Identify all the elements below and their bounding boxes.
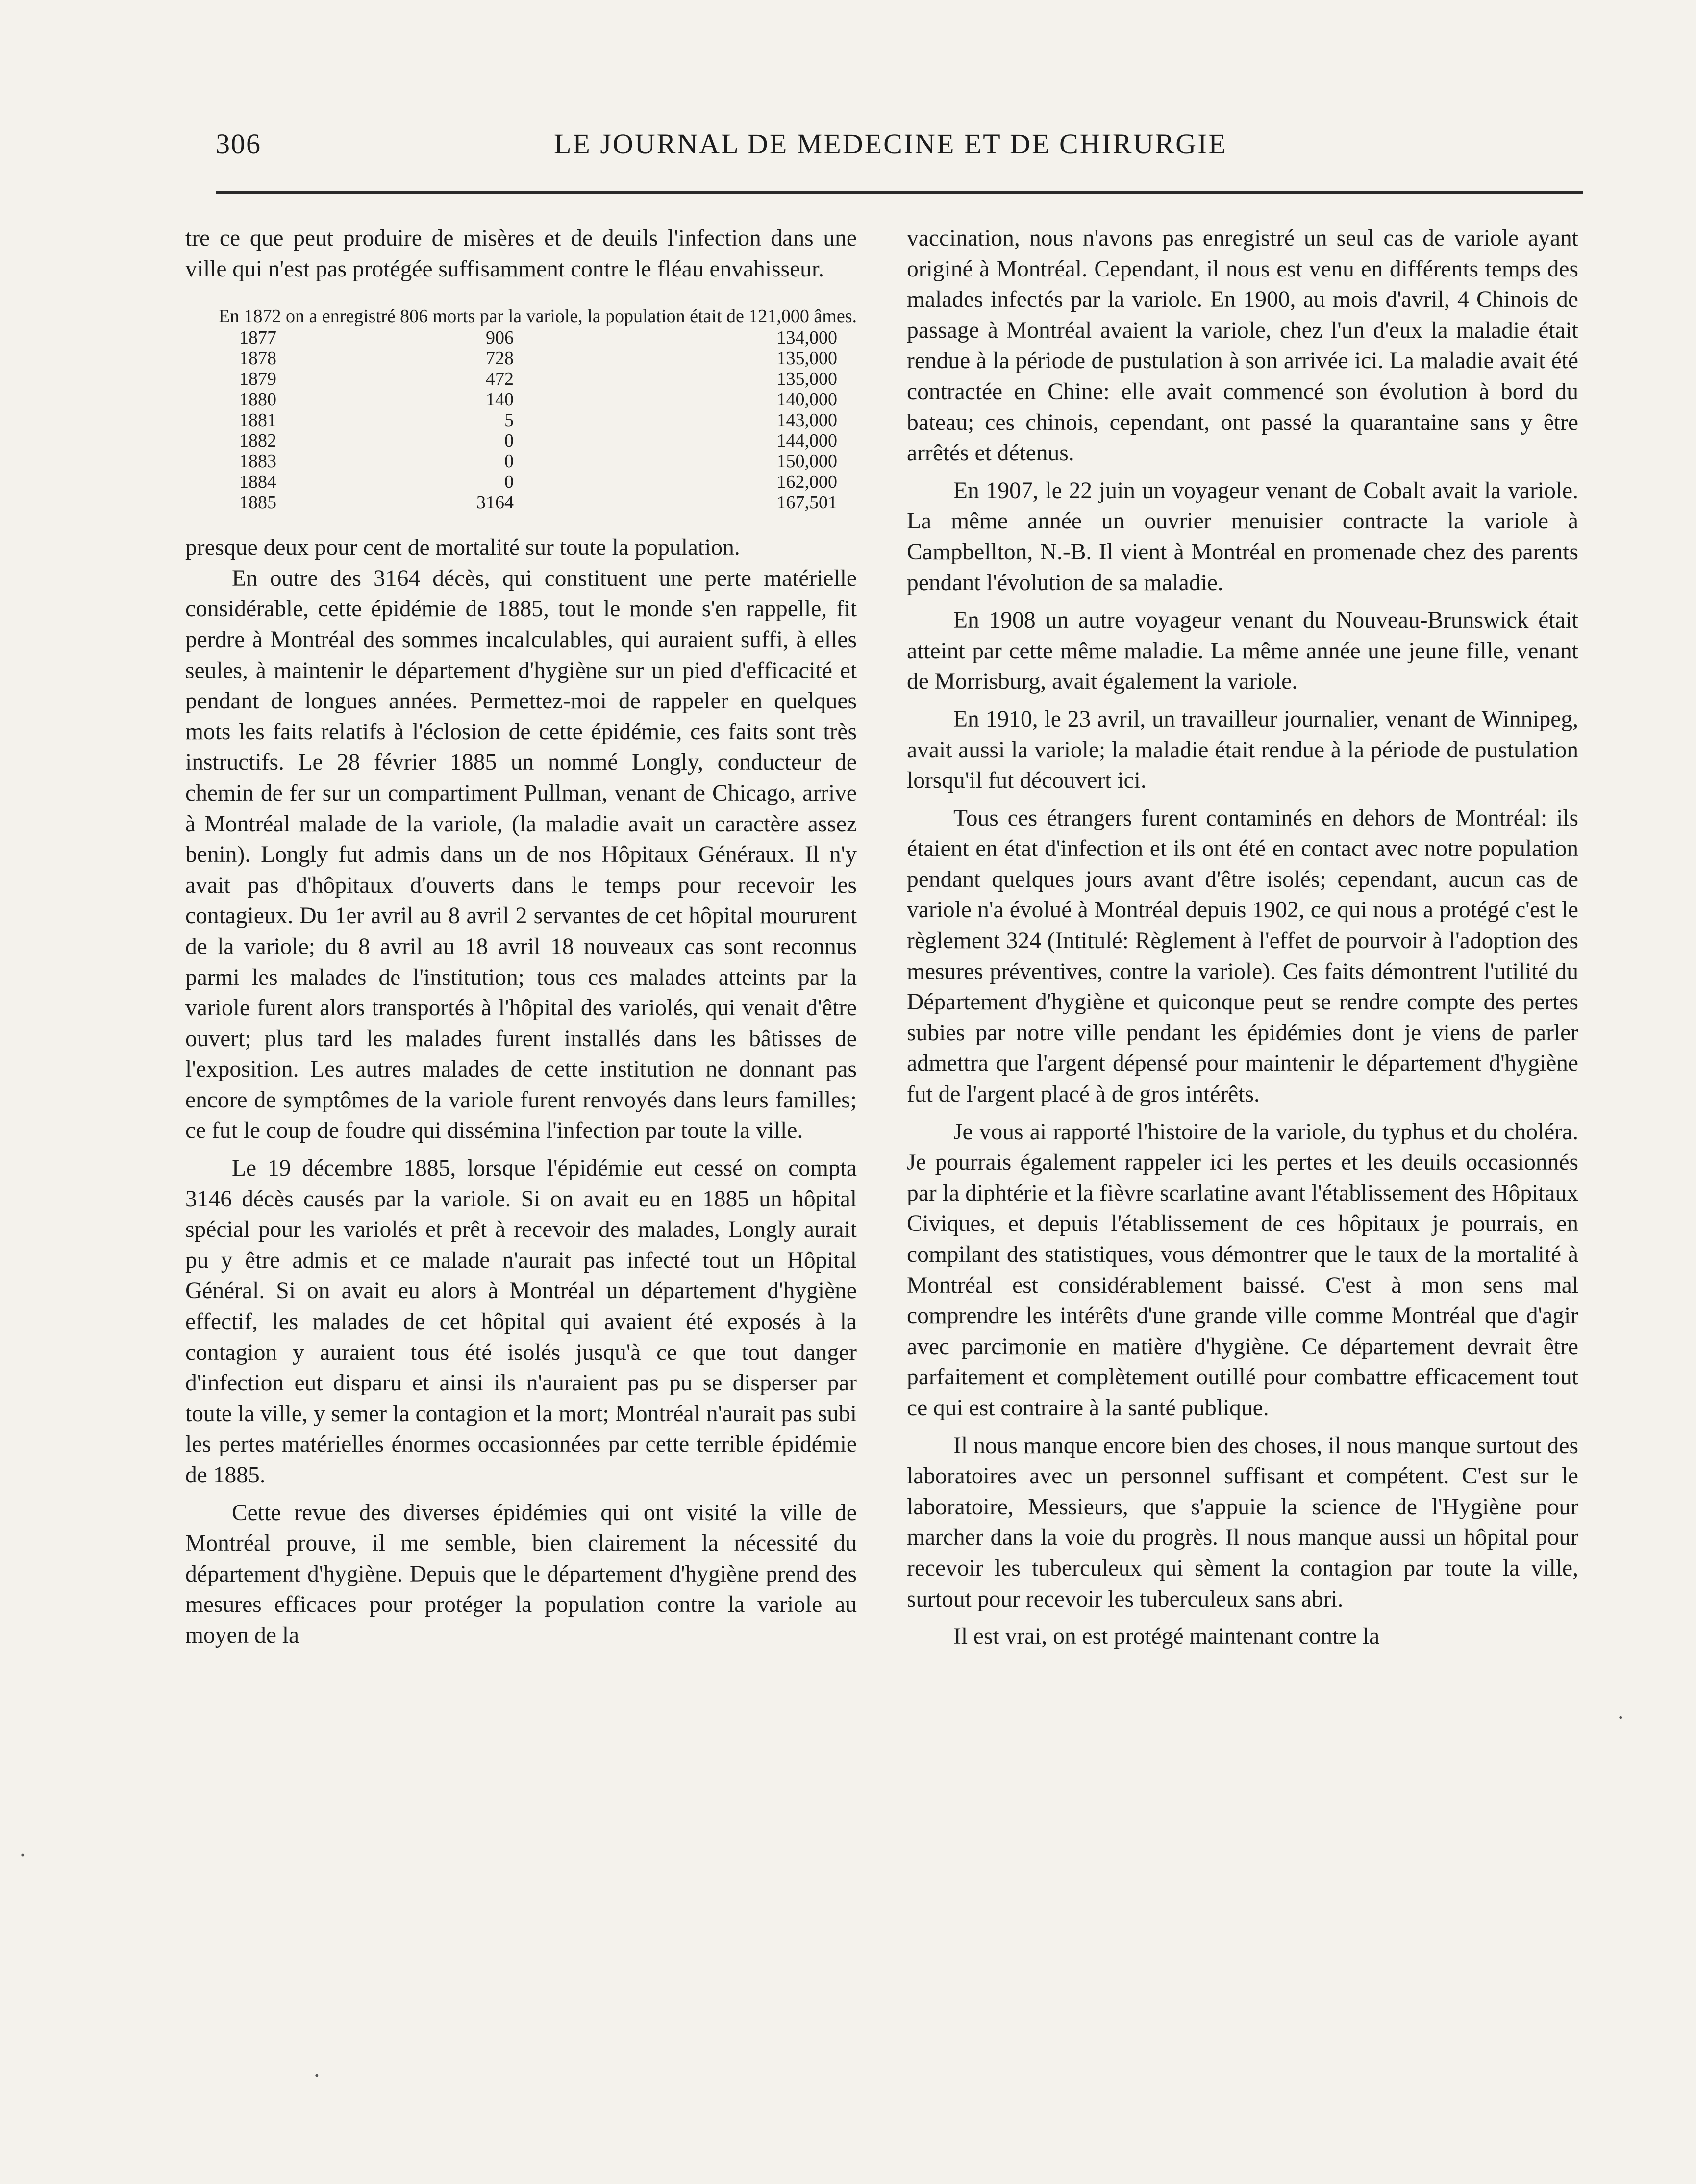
population-cell: 167,501 bbox=[776, 492, 837, 513]
table-row bbox=[185, 327, 857, 348]
deaths-cell: 0 bbox=[504, 430, 514, 452]
table-row bbox=[185, 451, 857, 472]
population-cell: 150,000 bbox=[776, 451, 837, 472]
table-intro: En 1872 on a enregistré 806 morts par la variole, la population était de 121,000 âmes. bbox=[218, 306, 857, 327]
paragraph-il-est-vrai: Il est vrai, on est protégé maintenant contre la bbox=[953, 1624, 1380, 1650]
scan-speck: . bbox=[1618, 1697, 1624, 1724]
table-row bbox=[185, 410, 857, 430]
page-number: 306 bbox=[216, 128, 261, 160]
paragraph-1907: En 1907, le 22 juin un voyageur venant de Cobalt avait la variole. La même année un ouvrier menuisier contracte la variole à Campbellton, N.-B. Il vient à Montréal en promenade chez des parents pendant l'évolution de sa maladie. bbox=[907, 477, 1578, 596]
year-cell: 1883 bbox=[239, 451, 276, 472]
deaths-cell: 140 bbox=[486, 389, 514, 410]
paragraph-1910: En 1910, le 23 avril, un travailleur journalier, venant de Winnipeg, avait aussi la variole; la maladie était rendue à la période de pustulation lorsqu'il fut découvert ici. bbox=[907, 706, 1578, 794]
year-cell: 1879 bbox=[239, 369, 276, 390]
year-cell: 1878 bbox=[239, 348, 276, 369]
population-cell: 135,000 bbox=[776, 348, 837, 369]
left-column bbox=[185, 223, 857, 2012]
deaths-cell: 3164 bbox=[476, 492, 514, 513]
paragraph-presque: presque deux pour cent de mortalité sur toute la population. bbox=[185, 535, 740, 561]
mortality-stats-table bbox=[185, 327, 857, 513]
table-row bbox=[185, 492, 857, 513]
table-row bbox=[185, 389, 857, 410]
deaths-cell: 906 bbox=[486, 327, 514, 349]
year-cell: 1882 bbox=[239, 430, 276, 452]
scan-speck: . bbox=[20, 1834, 26, 1861]
deaths-cell: 5 bbox=[504, 410, 514, 431]
deaths-cell: 472 bbox=[486, 369, 514, 390]
deaths-cell: 0 bbox=[504, 472, 514, 493]
year-cell: 1880 bbox=[239, 389, 276, 410]
year-cell: 1881 bbox=[239, 410, 276, 431]
paragraph-vaccination: vaccination, nous n'avons pas enregistré un seul cas de variole ayant originé à Montréal. Cependant, il nous est venu en différents temps des malades infectés par la variole. En 1900, au mois d'avril, 4 Chinois de passage à Montréal avaient la variole, chez l'un d'eux la maladie était rendue à la période de pustulation à son arrivée ici. La maladie avait été contractée en Chine: elle avait commencé son évolution à bord du bateau; ces chinois, cependant, ont passé la quarantaine sans y être arrêtés et détenus. bbox=[907, 226, 1578, 466]
paragraph-1908: En 1908 un autre voyageur venant du Nouveau-Brunswick était atteint par cette même maladie. La même année une jeune fille, venant de Morrisburg, avait également la variole. bbox=[907, 607, 1578, 695]
scan-speck: . bbox=[314, 2055, 320, 2082]
table-row bbox=[185, 472, 857, 492]
page-header bbox=[216, 123, 1578, 176]
paragraph-le-19-decembre: Le 19 décembre 1885, lorsque l'épidémie eut cessé on compta 3146 décès causés par la variole. Si on avait eu en 1885 un hôpital spécial pour les variolés et prêt à recevoir des malades, Longly aurait pu y être admis et ce malade n'aurait pas infecté tout un Hôpital Général. Si on avait eu alors à Montréal un département d'hygiène effectif, les malades de cet hôpital qui avaient été exposés à la contagion y auraient tous été isolés jusqu'à ce que tout danger d'infection eut disparu et ainsi ils n'auraient pas pu se disperser par toute la ville, y semer la contagion et la mort; Montréal n'aurait pas subi les pertes matérielles énormes occasionnées par cette terrible épidémie de 1885. bbox=[185, 1155, 857, 1488]
year-cell: 1877 bbox=[239, 327, 276, 349]
population-cell: 135,000 bbox=[776, 369, 837, 390]
paragraph-intro-continuation: tre ce que peut produire de misères et de deuils l'infection dans une ville qui n'est pas protégée suffisamment contre le fléau envahisseur. bbox=[185, 226, 857, 282]
paragraph-il-nous-manque: Il nous manque encore bien des choses, il nous manque surtout des laboratoires avec un personnel suffisant et compétent. C'est sur le laboratoire, Messieurs, que s'appuie la science de l'Hygiène pour marcher dans la voie du progrès. Il nous manque aussi un hôpital pour recevoir les tuberculeux qui sèment la contagion par toute la ville, surtout pour recevoir les tuberculeux sans abri. bbox=[907, 1432, 1578, 1612]
population-cell: 144,000 bbox=[776, 430, 837, 452]
table-row bbox=[185, 369, 857, 389]
population-cell: 162,000 bbox=[776, 472, 837, 493]
smallpox-mortality-table bbox=[185, 306, 857, 513]
journal-title: LE JOURNAL DE MEDECINE ET DE CHIRURGIE bbox=[554, 128, 1227, 160]
paragraph-en-outre: En outre des 3164 décès, qui constituent une perte matérielle considérable, cette épidémie de 1885, tout le monde s'en rappelle, fit perdre à Montréal des sommes incalculables, qui auraient suffi, à elles seules, à maintenir le département d'hygiène sur un pied d'efficacité et pendant de longues années. Permettez-moi de rappeler en quelques mots les faits relatifs à l'éclosion de cette épidémie, ces faits sont très instructifs. Le 28 février 1885 un nommé Longly, conducteur de chemin de fer sur un compartiment Pullman, venant de Chicago, arrive à Montréal malade de la variole, (la maladie avait un caractère assez benin). Longly fut admis dans un de nos Hôpitaux Généraux. Il n'y avait pas d'hôpitaux d'ouverts dans le temps pour recevoir les contagieux. Du 1er avril au 8 avril 2 servantes de cet hôpital moururent de la variole; du 8 avril au 18 avril 18 nouveaux cas sont reconnus parmi les malades de l'institution; tous ces malades atteints par la variole furent alors transportés à l'hôpital des variolés, qui venait d'être ouvert; plus tard les malades furent installés dans les bâtisses de l'exposition. Les autres malades de cette institution ne donnant pas encore de symptômes de la variole furent renvoyés dans leurs familles; ce fut le coup de foudre qui dissémina l'infection par toute la ville. bbox=[185, 565, 857, 1144]
header-rule bbox=[216, 191, 1583, 194]
paragraph-cette-revue: Cette revue des diverses épidémies qui ont visité la ville de Montréal prouve, il me semble, bien clairement la nécessité du département d'hygiène. Depuis que le département d'hygiène prend des mesures efficaces pour protéger la population contre la variole au moyen de la bbox=[185, 1500, 857, 1648]
population-cell: 134,000 bbox=[776, 327, 837, 349]
paragraph-tous-ces-etrangers: Tous ces étrangers furent contaminés en dehors de Montréal: ils étaient en état d'infection et ils ont été en contact avec notre population pendant quelques jours avant d'être isolés; cependant, aucun cas de variole n'a évolué à Montréal depuis 1902, ce qui nous a protégé c'est le règlement 324 (Intitulé: Règlement à l'effet de pourvoir à l'adoption des mesures préventives, contre la variole). Ces faits démontrent l'utilité du Département d'hygiène et quiconque peut se rendre compte des pertes subies par notre ville pendant les épidémies dont je viens de parler admettra que l'argent dépensé pour maintenir le département d'hygiène fut de l'argent placé à de gros intérêts. bbox=[907, 805, 1578, 1107]
population-cell: 143,000 bbox=[776, 410, 837, 431]
deaths-cell: 728 bbox=[486, 348, 514, 369]
year-cell: 1884 bbox=[239, 472, 276, 493]
population-cell: 140,000 bbox=[776, 389, 837, 410]
table-row bbox=[185, 348, 857, 369]
deaths-cell: 0 bbox=[504, 451, 514, 472]
paragraph-je-vous-ai: Je vous ai rapporté l'histoire de la variole, du typhus et du choléra. Je pourrais également rappeler ici les pertes et les deuils occasionnés par la diphtérie et la fièvre scarlatine avant l'établissement des Hôpitaux Civiques, et depuis l'établissement de ces hôpitaux je pourrais, en compilant des statistiques, vous démontrer que le taux de la mortalité à Montréal est considérablement baissé. C'est à mon sens mal comprendre les intérêts d'une grande ville comme Montréal que d'agir avec parcimonie en matière d'hygiène. Ce département devrait être parfaitement et complètement outillé pour combattre efficacement tout ce qui est contraire à la santé publique. bbox=[907, 1119, 1578, 1421]
year-cell: 1885 bbox=[239, 492, 276, 513]
right-column bbox=[907, 223, 1578, 2012]
table-row bbox=[185, 430, 857, 451]
